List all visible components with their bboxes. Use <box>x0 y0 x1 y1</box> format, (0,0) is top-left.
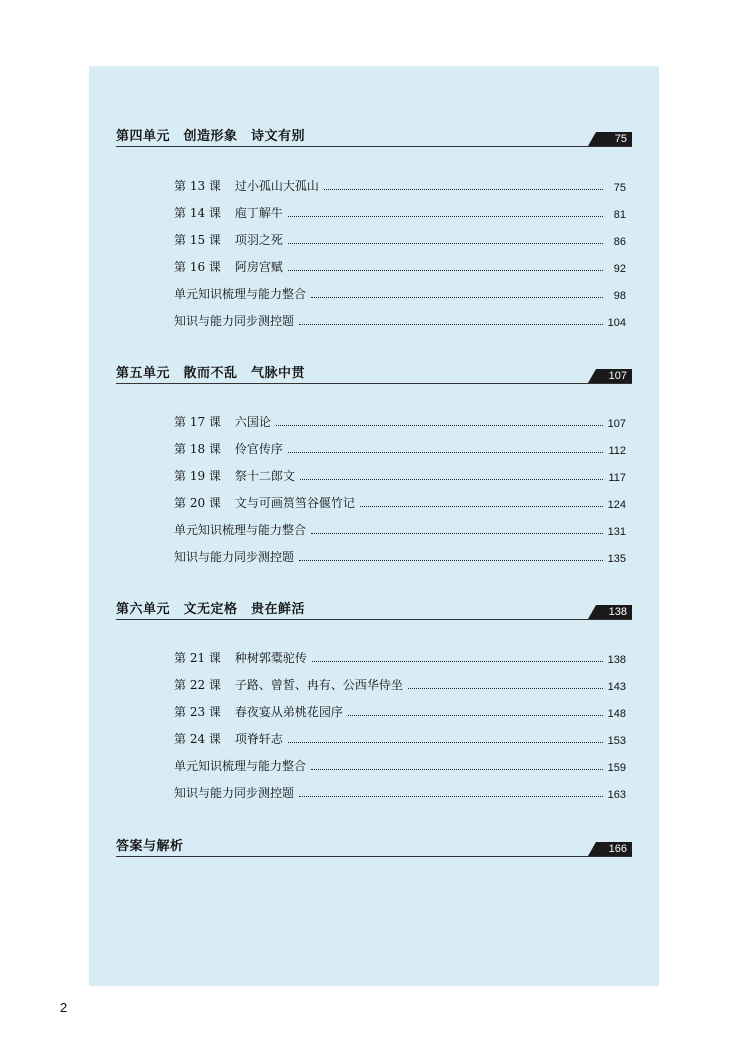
dot-leader <box>324 189 603 190</box>
lesson-title: 项脊轩志 <box>234 732 283 746</box>
dot-leader <box>311 533 603 534</box>
lesson-title: 阿房宫赋 <box>234 260 283 274</box>
entry-page: 92 <box>613 263 626 275</box>
dot-leader <box>312 661 603 662</box>
dot-leader <box>288 270 603 271</box>
dot-leader <box>311 297 603 298</box>
entry-page: 131 <box>607 526 626 538</box>
entry-page: 107 <box>607 418 626 430</box>
lesson-number: 第 21 课 <box>174 651 221 665</box>
lesson-number: 第 23 课 <box>174 705 221 719</box>
unit-header <box>116 128 632 147</box>
lesson-number: 第 13 课 <box>174 179 221 193</box>
entry-page: 75 <box>613 182 626 194</box>
unit-title: 第六单元 文无定格 贵在鲜活 <box>116 602 306 617</box>
entry-page: 135 <box>607 553 626 565</box>
lesson-number: 第 20 课 <box>174 496 221 510</box>
unit-header[interactable] <box>116 838 632 857</box>
unit-title: 答案与解析 <box>116 839 184 854</box>
lesson-title: 项羽之死 <box>234 233 283 247</box>
entry-page: 81 <box>613 209 626 221</box>
dot-leader <box>276 425 603 426</box>
toc-entry[interactable] <box>174 549 626 565</box>
lesson-number: 第 18 课 <box>174 442 221 456</box>
dot-leader <box>311 769 603 770</box>
lesson-number: 第 16 课 <box>174 260 221 274</box>
entry-page: 124 <box>607 499 626 511</box>
toc-entry[interactable] <box>174 758 626 774</box>
entry-page: 112 <box>608 445 626 457</box>
unit-title: 第四单元 创造形象 诗文有别 <box>116 129 306 144</box>
entry-title: 知识与能力同步测控题 <box>174 314 295 328</box>
toc-entry[interactable] <box>174 704 626 720</box>
entry-page: 159 <box>607 762 626 774</box>
dot-leader <box>288 452 603 453</box>
dot-leader <box>288 216 603 217</box>
entry-page: 117 <box>608 472 626 484</box>
lesson-title: 子路、曾皙、冉有、公西华侍坐 <box>234 678 403 692</box>
entry-page: 153 <box>607 735 626 747</box>
entry-page: 148 <box>607 708 626 720</box>
toc-entry[interactable] <box>174 650 626 666</box>
lesson-title: 过小孤山大孤山 <box>234 179 319 193</box>
dot-leader <box>300 479 603 480</box>
toc-entry[interactable] <box>174 259 626 275</box>
entry-page: 86 <box>613 236 626 248</box>
entry-page: 143 <box>607 681 626 693</box>
toc-entry[interactable] <box>174 178 626 194</box>
lesson-number: 第 22 课 <box>174 678 221 692</box>
entry-title: 单元知识梳理与能力整合 <box>174 759 307 773</box>
lesson-number: 第 19 课 <box>174 469 221 483</box>
dot-leader <box>299 560 603 561</box>
entry-page: 163 <box>607 789 626 801</box>
entry-title: 单元知识梳理与能力整合 <box>174 523 307 537</box>
entry-page: 104 <box>607 317 626 329</box>
toc-entry[interactable] <box>174 286 626 302</box>
toc-entry[interactable] <box>174 522 626 538</box>
dot-leader <box>288 742 603 743</box>
lesson-title: 庖丁解牛 <box>234 206 283 220</box>
unit-page-tab: 75 <box>596 132 632 146</box>
unit-page-tab: 138 <box>596 605 632 619</box>
entry-page: 138 <box>607 654 626 666</box>
lesson-number: 第 24 课 <box>174 732 221 746</box>
lesson-title: 文与可画筼筜谷偃竹记 <box>234 496 355 510</box>
toc-entry[interactable] <box>174 205 626 221</box>
dot-leader <box>360 506 603 507</box>
unit-title: 第五单元 散而不乱 气脉中贯 <box>116 366 306 381</box>
entry-title: 知识与能力同步测控题 <box>174 550 295 564</box>
lesson-title: 伶官传序 <box>234 442 283 456</box>
toc-entry[interactable] <box>174 313 626 329</box>
toc-entry[interactable] <box>174 232 626 248</box>
unit-header <box>116 365 632 384</box>
lesson-title: 祭十二郎文 <box>234 469 295 483</box>
unit-page-tab: 166 <box>596 842 632 856</box>
unit-page-tab: 107 <box>596 369 632 383</box>
dot-leader <box>348 715 603 716</box>
lesson-title: 种树郭橐驼传 <box>234 651 307 665</box>
lesson-title: 六国论 <box>234 415 271 429</box>
lesson-title: 春夜宴从弟桃花园序 <box>234 705 343 719</box>
lesson-number: 第 17 课 <box>174 415 221 429</box>
toc-entry[interactable] <box>174 441 626 457</box>
dot-leader <box>299 324 603 325</box>
entry-title: 知识与能力同步测控题 <box>174 786 295 800</box>
toc-entry[interactable] <box>174 785 626 801</box>
dot-leader <box>408 688 603 689</box>
page-number: 2 <box>60 1000 68 1015</box>
toc-entry[interactable] <box>174 731 626 747</box>
lesson-number: 第 15 课 <box>174 233 221 247</box>
entry-title: 单元知识梳理与能力整合 <box>174 287 307 301</box>
unit-header <box>116 601 632 620</box>
dot-leader <box>299 796 603 797</box>
toc-entry[interactable] <box>174 677 626 693</box>
toc-entry[interactable] <box>174 414 626 430</box>
lesson-number: 第 14 课 <box>174 206 221 220</box>
entry-page: 98 <box>613 290 626 302</box>
dot-leader <box>288 243 603 244</box>
toc-entry[interactable] <box>174 468 626 484</box>
toc-entry[interactable] <box>174 495 626 511</box>
